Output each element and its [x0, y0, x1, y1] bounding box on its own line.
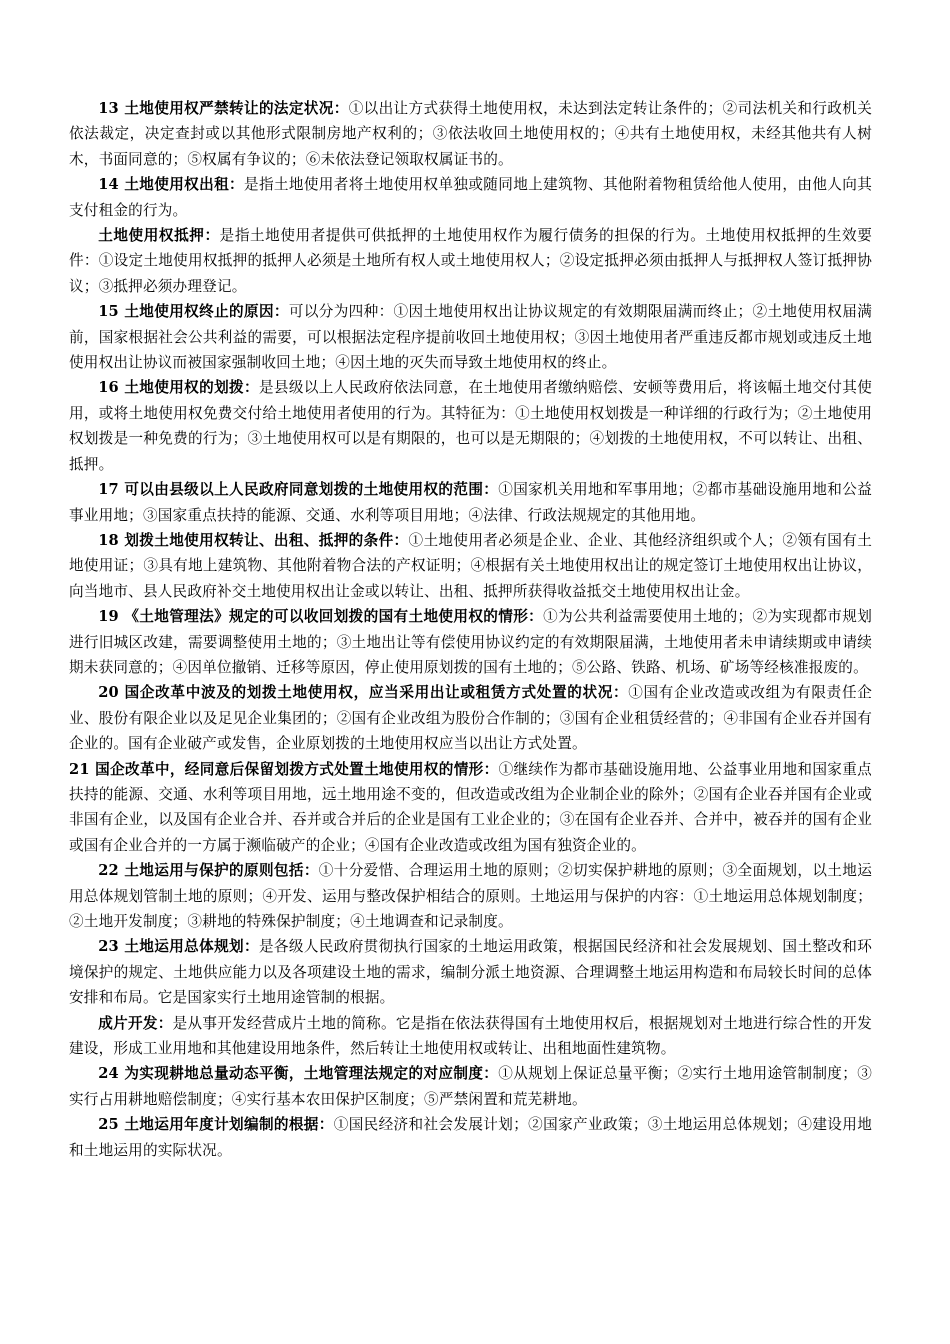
paragraph-15	[69, 299, 872, 375]
paragraph-term: 18 划拨土地使用权转让、出租、抵押的条件：	[98, 531, 409, 549]
paragraph-body: 是县级以上人民政府依法同意，在土地使用者缴纳赔偿、安顿等费用后，将该幅土地交付其使用，或将土地使用权免费交付给土地使用者使用的行为。其特征为：①土地使用权划拨是一种详细的行政行为；②土地使用权划拨是一种免费的行为；③土地使用权可以是有期限的，也可以是无期限的；④划拨的土地使用权，不可以转让、出租、抵押。	[69, 379, 872, 473]
paragraph-14	[69, 172, 872, 223]
paragraph-term: 22 土地运用与保护的原则包括：	[98, 862, 319, 880]
paragraph-term: 土地使用权抵押：	[98, 227, 220, 245]
paragraph-22	[69, 858, 872, 934]
paragraph-body: 可以分为四种：①因土地使用权出让协议规定的有效期限届满而终止；②土地使用权届满前，国家根据社会公共利益的需要，可以根据法定程序提前收回土地使用权；③因土地使用者严重违反都市规划或违反土地使用权出让协议而被国家强制收回土地；④因土地的灭失而导致土地使用权的终止。	[69, 303, 872, 372]
paragraph-body: ①从规划上保证总量平衡；②实行土地用途管制制度；③实行占用耕地赔偿制度；④实行基本农田保护区制度；⑤严禁闲置和荒芜耕地。	[69, 1065, 872, 1108]
paragraph-term: 21 国企改革中，经同意后保留划拨方式处置土地使用权的情形：	[69, 760, 499, 778]
paragraph-17	[69, 477, 872, 528]
paragraph-term: 23 土地运用总体规划：	[98, 938, 259, 956]
paragraph-term: 17 可以由县级以上人民政府同意划拨的土地使用权的范围：	[98, 481, 499, 499]
paragraph-term: 13 土地使用权严禁转让的法定状况：	[98, 100, 349, 117]
paragraph-16	[69, 375, 872, 477]
paragraph-23	[69, 934, 872, 1010]
paragraph-term: 19 《土地管理法》规定的可以收回划拨的国有土地使用权的情形：	[98, 608, 544, 626]
paragraph-term: 16 土地使用权的划拨：	[98, 379, 259, 397]
paragraph-body: 是指土地使用者将土地使用权单独或随同地上建筑物、其他附着物租赁给他人使用，由他人向其支付租金的行为。	[69, 176, 873, 219]
paragraph-body: ①继续作为都市基础设施用地、公益事业用地和国家重点扶持的能源、交通、水利等项目用地，远土地用途不变的，但改造或改组为企业制企业的除外；②国有企业吞并国有企业或非国有企业，以及国有企业合并、吞并或合并后的企业是国有工业企业的；③在国有企业吞并、合并中，被吞并的国有企业或国有企业合并的一方属于濒临破产的企业；④国有企业改造或改组为国有独资企业的。	[69, 760, 872, 854]
paragraph-term: 15 土地使用权终止的原因：	[98, 303, 289, 321]
paragraph-20	[69, 680, 872, 756]
paragraph-13	[69, 96, 872, 172]
paragraph-body: ①国有企业改造或改组为有限责任企业、股份有限企业以及足见企业集团的；②国有企业改组为股份合作制的；③国有企业租赁经营的；④非国有企业吞并国有企业的。国有企业破产或发售，企业原划拨的土地使用权应当以出让方式处置。	[69, 684, 872, 753]
paragraph-body: 是从事开发经营成片土地的简称。它是指在依法获得国有土地使用权后，根据规划对土地进行综合性的开发建设，形成工业用地和其他建设用地条件，然后转让土地使用权或转让、出租地面性建筑物。	[69, 1014, 872, 1058]
paragraph-body: ①十分爱惜、合理运用土地的原则；②切实保护耕地的原则；③全面规划，以土地运用总体规划管制土地的原则；④开发、运用与整改保护相结合的原则。土地运用与保护的内容：①土地运用总体规划制度；②土地开发制度；③耕地的特殊保护制度；④土地调查和记录制度。	[69, 862, 873, 930]
paragraph-body: 是指土地使用者提供可供抵押的土地使用权作为履行债务的担保的行为。土地使用权抵押的生效要件：①设定土地使用权抵押的抵押人必须是土地所有权人或土地使用权人；②设定抵押必须由抵押人与抵押权人签订抵押协议；③抵押必须办理登记。	[69, 227, 872, 295]
paragraph-21	[69, 757, 872, 859]
paragraph-term: 25 土地运用年度计划编制的根据：	[98, 1116, 334, 1134]
paragraph-term: 成片开发：	[98, 1014, 173, 1032]
paragraph-body: ①国民经济和社会发展计划；②国家产业政策；③土地运用总体规划；④建设用地和土地运用的实际状况。	[69, 1116, 872, 1159]
paragraph-term: 20 国企改革中波及的划拨土地使用权，应当采用出让或租赁方式处置的状况：	[98, 684, 629, 702]
paragraph-body: 是各级人民政府贯彻执行国家的土地运用政策，根据国民经济和社会发展规划、国土整改和环境保护的规定、土地供应能力以及各项建设土地的需求，编制分派土地资源、合理调整土地运用构造和布局较长时间的总体安排和布局。它是国家实行土地用途管制的根据。	[69, 938, 872, 1007]
paragraph-18	[69, 528, 872, 604]
paragraph-term: 24 为实现耕地总量动态平衡，土地管理法规定的对应制度：	[98, 1065, 499, 1083]
paragraph-19	[69, 604, 872, 680]
paragraph-body: ①以出让方式获得土地使用权，未达到法定转让条件的；②司法机关和行政机关依法裁定，决定查封或以其他形式限制房地产权利的；③依法收回土地使用权的；④共有土地使用权，未经其他共有人树木，书面同意的；⑤权属有争议的；⑥未依法登记领取权属证书的。	[69, 100, 872, 168]
paragraph-25	[69, 1112, 872, 1163]
paragraph-land-mortgage	[69, 223, 872, 299]
paragraph-body: ①国家机关用地和军事用地；②都市基础设施用地和公益事业用地；③国家重点扶持的能源、交通、水利等项目用地；④法律、行政法规规定的其他用地。	[69, 481, 872, 524]
paragraph-body: ①为公共利益需要使用土地的；②为实现都市规划进行旧城区改建，需要调整使用土地的；③土地出让等有偿使用协议约定的有效期限届满，土地使用者未申请续期或申请续期未获同意的；④因单位撤销、迁移等原因，停止使用原划拨的国有土地的；⑤公路、铁路、机场、矿场等经核准报废的。	[69, 608, 873, 676]
paragraph-contiguous-development	[69, 1011, 872, 1062]
paragraph-term: 14 土地使用权出租：	[98, 176, 244, 194]
paragraph-24	[69, 1061, 872, 1112]
paragraph-body: ①土地使用者必须是企业、企业、其他经济组织或个人；②领有国有土地使用证；③具有地上建筑物、其他附着物合法的产权证明；④根据有关土地使用权出让的规定签订土地使用权出让协议，向当地市、县人民政府补交土地使用权出让金或以转让、出租、抵押所获得收益抵交土地使用权出让金。	[69, 531, 872, 600]
